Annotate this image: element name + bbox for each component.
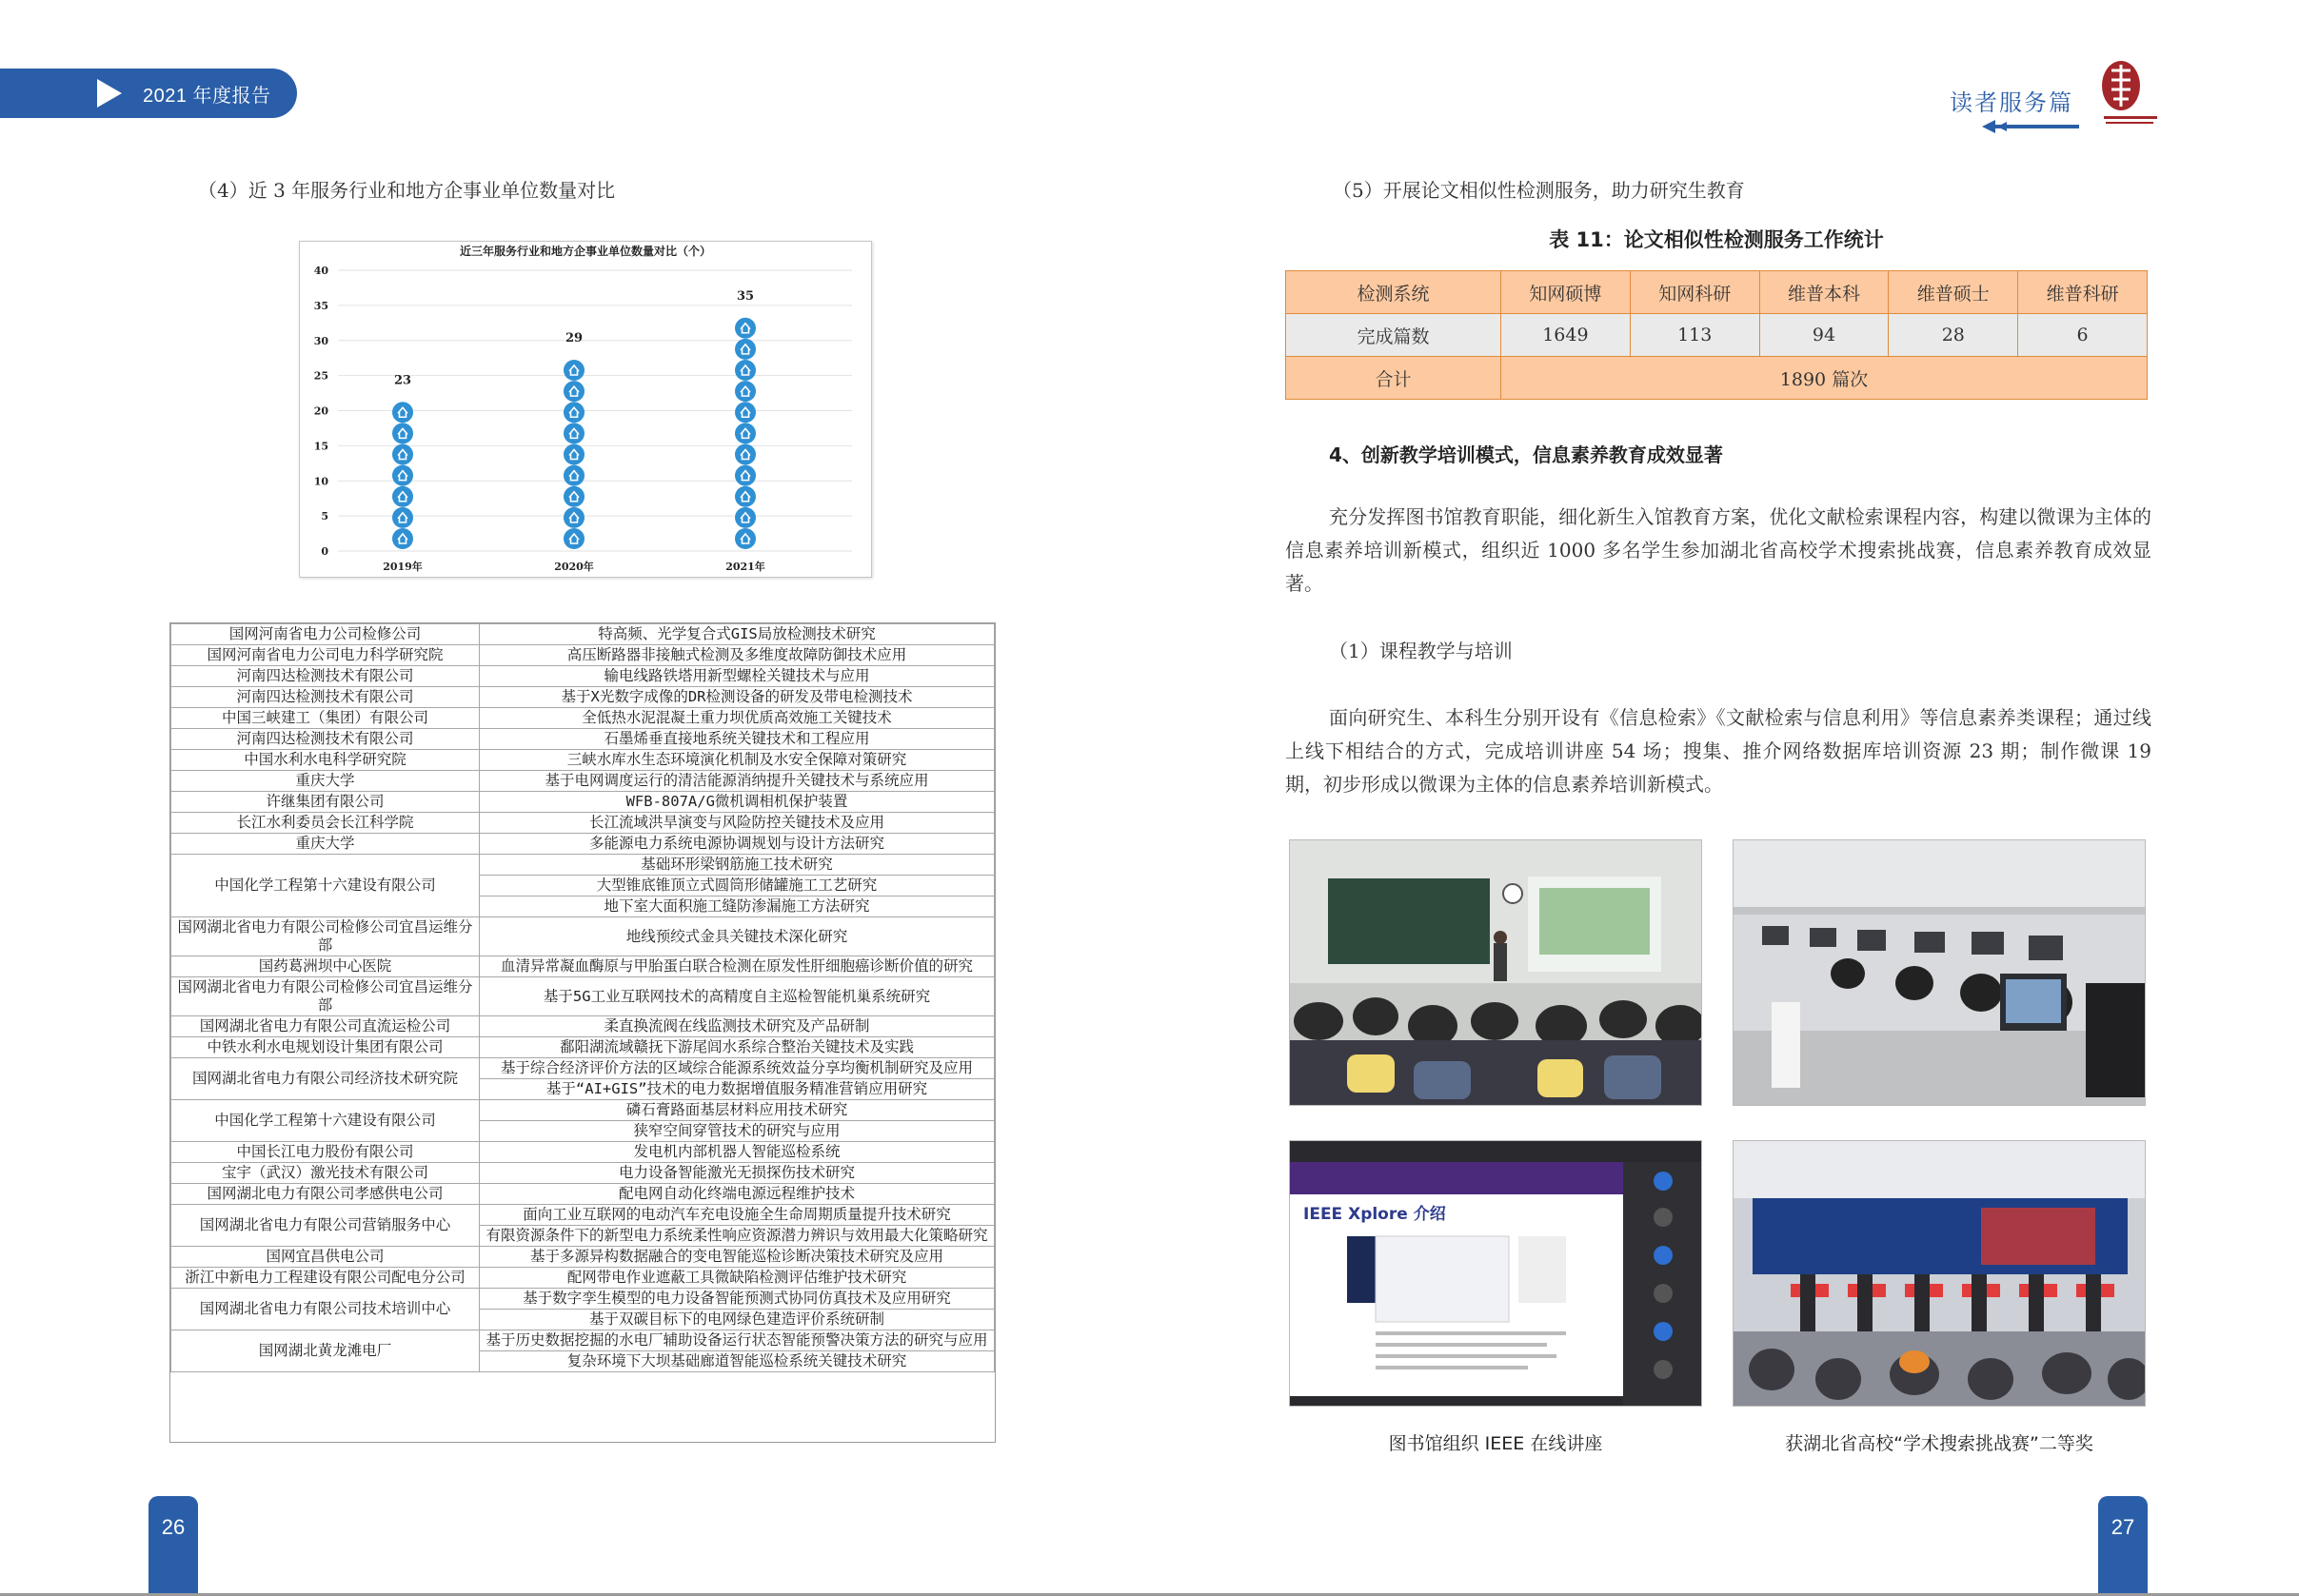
- project-cell: 基于双碳目标下的电网绿色建造评价系统研制: [480, 1310, 995, 1330]
- bar-marker: [735, 402, 756, 423]
- project-cell: 有限资源条件下的新型电力系统柔性响应资源潜力辨识与效用最大化策略研究: [480, 1226, 995, 1247]
- bar-marker: [392, 507, 413, 528]
- chart-svg: [300, 242, 871, 577]
- org-cell: 国网湖北黄龙滩电厂: [171, 1330, 480, 1372]
- project-cell: 特高频、光学复合式GIS局放检测技术研究: [480, 624, 995, 645]
- bar-marker: [392, 423, 413, 443]
- bar-marker: [392, 444, 413, 465]
- bar-marker: [564, 507, 585, 528]
- bar-marker: [564, 528, 585, 549]
- year-label: 2021 年度报告: [143, 85, 271, 107]
- org-cell: 国网湖北电力有限公司孝感供电公司: [171, 1184, 480, 1205]
- project-cell: 地下室大面积施工缝防渗漏施工方法研究: [480, 897, 995, 917]
- similarity-table-total: [1286, 357, 2148, 400]
- table-row: [171, 687, 995, 708]
- table-row: [171, 729, 995, 750]
- section-title: 读者服务篇: [1950, 89, 2073, 116]
- page-number-right: 27: [2098, 1496, 2148, 1596]
- org-cell: 中国长江电力股份有限公司: [171, 1142, 480, 1163]
- org-cell: 国网湖北省电力有限公司经济技术研究院: [171, 1058, 480, 1100]
- similarity-table-row: [1286, 314, 2148, 357]
- org-cell: 国网湖北省电力有限公司直流运检公司: [171, 1016, 480, 1037]
- org-cell: 河南四达检测技术有限公司: [171, 729, 480, 750]
- value-cell: 113: [1630, 314, 1759, 357]
- project-cell: 基于电网调度运行的清洁能源消纳提升关键技术与系统应用: [480, 771, 995, 792]
- table-row: [171, 1330, 995, 1351]
- header-cell: 知网硕博: [1501, 271, 1631, 314]
- bar-marker: [564, 360, 585, 381]
- play-icon: [97, 79, 122, 108]
- org-cell: 国网湖北省电力有限公司检修公司宜昌运维分部: [171, 917, 480, 956]
- bar-marker: [564, 465, 585, 486]
- table-row: [171, 1100, 995, 1121]
- org-cell: 中国化学工程第十六建设有限公司: [171, 1100, 480, 1142]
- org-cell: 国网湖北省电力有限公司检修公司宜昌运维分部: [171, 977, 480, 1016]
- left-section-heading: （4）近 3 年服务行业和地方企事业单位数量对比: [198, 179, 616, 202]
- bar-marker: [564, 423, 585, 443]
- org-cell: 中铁水利水电规划设计集团有限公司: [171, 1037, 480, 1058]
- org-cell: 中国三峡建工（集团）有限公司: [171, 708, 480, 729]
- project-cell: 基于“AI+GIS”技术的电力数据增值服务精准营销应用研究: [480, 1079, 995, 1100]
- page-number-left: 26: [149, 1496, 198, 1596]
- value-label: 35: [736, 288, 755, 304]
- table-row: [171, 792, 995, 813]
- table-row: [171, 624, 995, 645]
- table-row: [171, 834, 995, 855]
- project-cell: 基于X光数字成像的DR检测设备的研发及带电检测技术: [480, 687, 995, 708]
- row-label: 完成篇数: [1286, 314, 1501, 357]
- table-row: [171, 1037, 995, 1058]
- project-cell: 发电机内部机器人智能巡检系统: [480, 1142, 995, 1163]
- bar-marker: [735, 339, 756, 360]
- org-cell: 宝宇（武汉）激光技术有限公司: [171, 1163, 480, 1184]
- bar-marker: [564, 444, 585, 465]
- project-cell: 地线预绞式金具关键技术深化研究: [480, 917, 995, 956]
- project-cell: 配电网自动化终端电源远程维护技术: [480, 1184, 995, 1205]
- right-section-heading: （5）开展论文相似性检测服务，助力研究生教育: [1333, 179, 1745, 202]
- back-arrow-icon: [1982, 120, 2079, 133]
- table-row: [171, 1247, 995, 1268]
- org-cell: 重庆大学: [171, 771, 480, 792]
- project-cell: 狭窄空间穿管技术的研究与应用: [480, 1121, 995, 1142]
- project-cell: 输电线路铁塔用新型螺栓关键技术与应用: [480, 666, 995, 687]
- org-project-table: [170, 623, 995, 1372]
- y-tick-label: 25: [313, 369, 328, 383]
- bar-marker: [735, 528, 756, 549]
- total-label: 合计: [1286, 357, 1501, 400]
- table-row: [171, 1163, 995, 1184]
- y-tick-label: 15: [313, 440, 328, 453]
- value-cell: 6: [2018, 314, 2148, 357]
- total-value: 1890 篇次: [1501, 357, 2148, 400]
- header-cell: 知网科研: [1630, 271, 1759, 314]
- year-banner: [0, 69, 297, 118]
- table-row: [171, 1184, 995, 1205]
- project-cell: 面向工业互联网的电动汽车充电设施全生命周期质量提升技术研究: [480, 1205, 995, 1226]
- table-row: [171, 813, 995, 834]
- table-row: [171, 1016, 995, 1037]
- header-cell: 维普科研: [2018, 271, 2148, 314]
- photo-caption-ieee: 图书馆组织 IEEE 在线讲座: [1388, 1433, 1603, 1454]
- y-tick-label: 10: [313, 475, 328, 488]
- ieee-slide-title: IEEE Xplore 介绍: [1303, 1205, 1446, 1224]
- y-tick-label: 35: [313, 299, 328, 312]
- bar-marker: [735, 486, 756, 507]
- y-tick-label: 30: [313, 334, 328, 347]
- library-seal-logo: [2094, 53, 2161, 129]
- org-cell: 国网宜昌供电公司: [171, 1247, 480, 1268]
- org-cell: 国网湖北省电力有限公司营销服务中心: [171, 1205, 480, 1247]
- bar-marker: [735, 360, 756, 381]
- project-cell: 柔直换流阀在线监测技术研究及产品研制: [480, 1016, 995, 1037]
- category-label: 2019年: [383, 561, 423, 573]
- table-caption: 表 11：论文相似性检测服务工作统计: [1549, 228, 1884, 251]
- header-cell: 检测系统: [1286, 271, 1501, 314]
- project-cell: 长江流域洪旱演变与风险防控关键技术及应用: [480, 813, 995, 834]
- org-cell: 河南四达检测技术有限公司: [171, 687, 480, 708]
- project-cell: 配网带电作业遮蔽工具微缺陷检测评估维护技术研究: [480, 1268, 995, 1289]
- org-cell: 许继集团有限公司: [171, 792, 480, 813]
- photo-ieee-online-lecture: [1289, 1140, 1702, 1407]
- table-row: [171, 666, 995, 687]
- project-cell: 基于数字孪生模型的电力设备智能预测式协同仿真技术及应用研究: [480, 1289, 995, 1310]
- table-row: [171, 917, 995, 956]
- value-cell: 28: [1889, 314, 2018, 357]
- chart-title: 近三年服务行业和地方企事业单位数量对比（个）: [459, 245, 712, 258]
- table-row: [171, 645, 995, 666]
- org-cell: 国网河南省电力公司检修公司: [171, 624, 480, 645]
- table-row: [171, 771, 995, 792]
- bar-marker: [735, 465, 756, 486]
- org-cell: 长江水利委员会长江科学院: [171, 813, 480, 834]
- table-row: [171, 1058, 995, 1079]
- bar-marker: [392, 402, 413, 423]
- bar-marker: [392, 465, 413, 486]
- project-cell: WFB-807A/G微机调相机保护装置: [480, 792, 995, 813]
- project-cell: 电力设备智能激光无损探伤技术研究: [480, 1163, 995, 1184]
- bar-marker: [735, 423, 756, 443]
- category-label: 2021年: [725, 561, 765, 573]
- sub-heading: （1）课程教学与培训: [1329, 640, 1513, 662]
- table-row: [171, 1205, 995, 1226]
- project-cell: 鄱阳湖流域赣抚下游尾闾水系综合整治关键技术及实践: [480, 1037, 995, 1058]
- value-cell: 1649: [1501, 314, 1631, 357]
- org-cell: 国药葛洲坝中心医院: [171, 956, 480, 977]
- table-row: [171, 750, 995, 771]
- table-row: [171, 977, 995, 1016]
- project-cell: 磷石膏路面基层材料应用技术研究: [480, 1100, 995, 1121]
- project-cell: 基于综合经济评价方法的区域综合能源系统效益分享均衡机制研究及应用: [480, 1058, 995, 1079]
- bar-marker: [564, 486, 585, 507]
- project-cell: 石墨烯垂直接地系统关键技术和工程应用: [480, 729, 995, 750]
- similarity-table-header: [1286, 271, 2148, 314]
- subsection-title: 4、创新教学培训模式，信息素养教育成效显著: [1329, 443, 1723, 466]
- header-cell: 维普硕士: [1889, 271, 2018, 314]
- bar-marker: [735, 381, 756, 402]
- bar-marker: [735, 318, 756, 339]
- bar-marker: [392, 528, 413, 549]
- project-cell: 基于多源异构数据融合的变电智能巡检诊断决策技术研究及应用: [480, 1247, 995, 1268]
- header-cell: 维普本科: [1759, 271, 1889, 314]
- bar-marker: [564, 402, 585, 423]
- photo-award-ceremony: [1733, 1140, 2146, 1407]
- table-row: [171, 956, 995, 977]
- org-project-table-wrap: [169, 622, 996, 1443]
- bar-marker: [735, 444, 756, 465]
- similarity-table: [1285, 270, 2148, 400]
- project-cell: 基于5G工业互联网技术的高精度自主巡检智能机巢系统研究: [480, 977, 995, 1016]
- table-row: [171, 855, 995, 876]
- project-cell: 多能源电力系统电源协调规划与设计方法研究: [480, 834, 995, 855]
- project-cell: 基于历史数据挖掘的水电厂辅助设备运行状态智能预警决策方法的研究与应用: [480, 1330, 995, 1351]
- y-tick-label: 5: [321, 510, 328, 523]
- project-cell: 大型锥底锥顶立式圆筒形储罐施工工艺研究: [480, 876, 995, 897]
- bar-marker: [735, 507, 756, 528]
- project-cell: 复杂环境下大坝基础廊道智能巡检系统关键技术研究: [480, 1351, 995, 1372]
- y-tick-label: 0: [321, 545, 328, 558]
- bar-marker: [392, 486, 413, 507]
- project-cell: 血清异常凝血酶原与甲胎蛋白联合检测在原发性肝细胞癌诊断价值的研究: [480, 956, 995, 977]
- project-cell: 三峡水库水生态环境演化机制及水安全保障对策研究: [480, 750, 995, 771]
- photo-computer-lab: [1733, 839, 2146, 1106]
- org-cell: 中国水利水电科学研究院: [171, 750, 480, 771]
- org-cell: 国网湖北省电力有限公司技术培训中心: [171, 1289, 480, 1330]
- table-row: [171, 1289, 995, 1310]
- y-tick-label: 40: [313, 265, 328, 277]
- paragraph-2: 面向研究生、本科生分别开设有《信息检索》《文献检索与信息利用》等信息素养类课程；通过线上线下相结合的方式，完成培训讲座 54 场；搜集、推介网络数据库培训资源 23 期；制作微课 19 期，初步形成以微课为主体的信息素养培训新模式。: [1285, 706, 2151, 796]
- service-count-chart: [299, 241, 872, 578]
- org-cell: 河南四达检测技术有限公司: [171, 666, 480, 687]
- table-row: [171, 1142, 995, 1163]
- org-cell: 浙江中新电力工程建设有限公司配电分公司: [171, 1268, 480, 1289]
- photo-caption-award: 获湖北省高校“学术搜索挑战赛”二等奖: [1785, 1433, 2093, 1454]
- project-cell: 基础环形梁钢筋施工技术研究: [480, 855, 995, 876]
- project-cell: 高压断路器非接触式检测及多维度故障防御技术应用: [480, 645, 995, 666]
- org-cell: 重庆大学: [171, 834, 480, 855]
- paragraph-1: 充分发挥图书馆教育职能，细化新生入馆教育方案，优化文献检索课程内容，构建以微课为主体的信息素养培训新模式，组织近 1000 多名学生参加湖北省高校学术搜索挑战赛，信息素养教育成效显著。: [1285, 505, 2151, 595]
- org-cell: 中国化学工程第十六建设有限公司: [171, 855, 480, 917]
- category-label: 2020年: [554, 561, 594, 573]
- bar-marker: [564, 381, 585, 402]
- photo-classroom-lecture: [1289, 839, 1702, 1106]
- table-row: [171, 708, 995, 729]
- y-tick-label: 20: [313, 404, 328, 418]
- value-cell: 94: [1759, 314, 1889, 357]
- project-cell: 全低热水泥混凝土重力坝优质高效施工关键技术: [480, 708, 995, 729]
- org-cell: 国网河南省电力公司电力科学研究院: [171, 645, 480, 666]
- value-label: 23: [393, 373, 412, 388]
- table-row: [171, 1268, 995, 1289]
- value-label: 29: [565, 331, 584, 346]
